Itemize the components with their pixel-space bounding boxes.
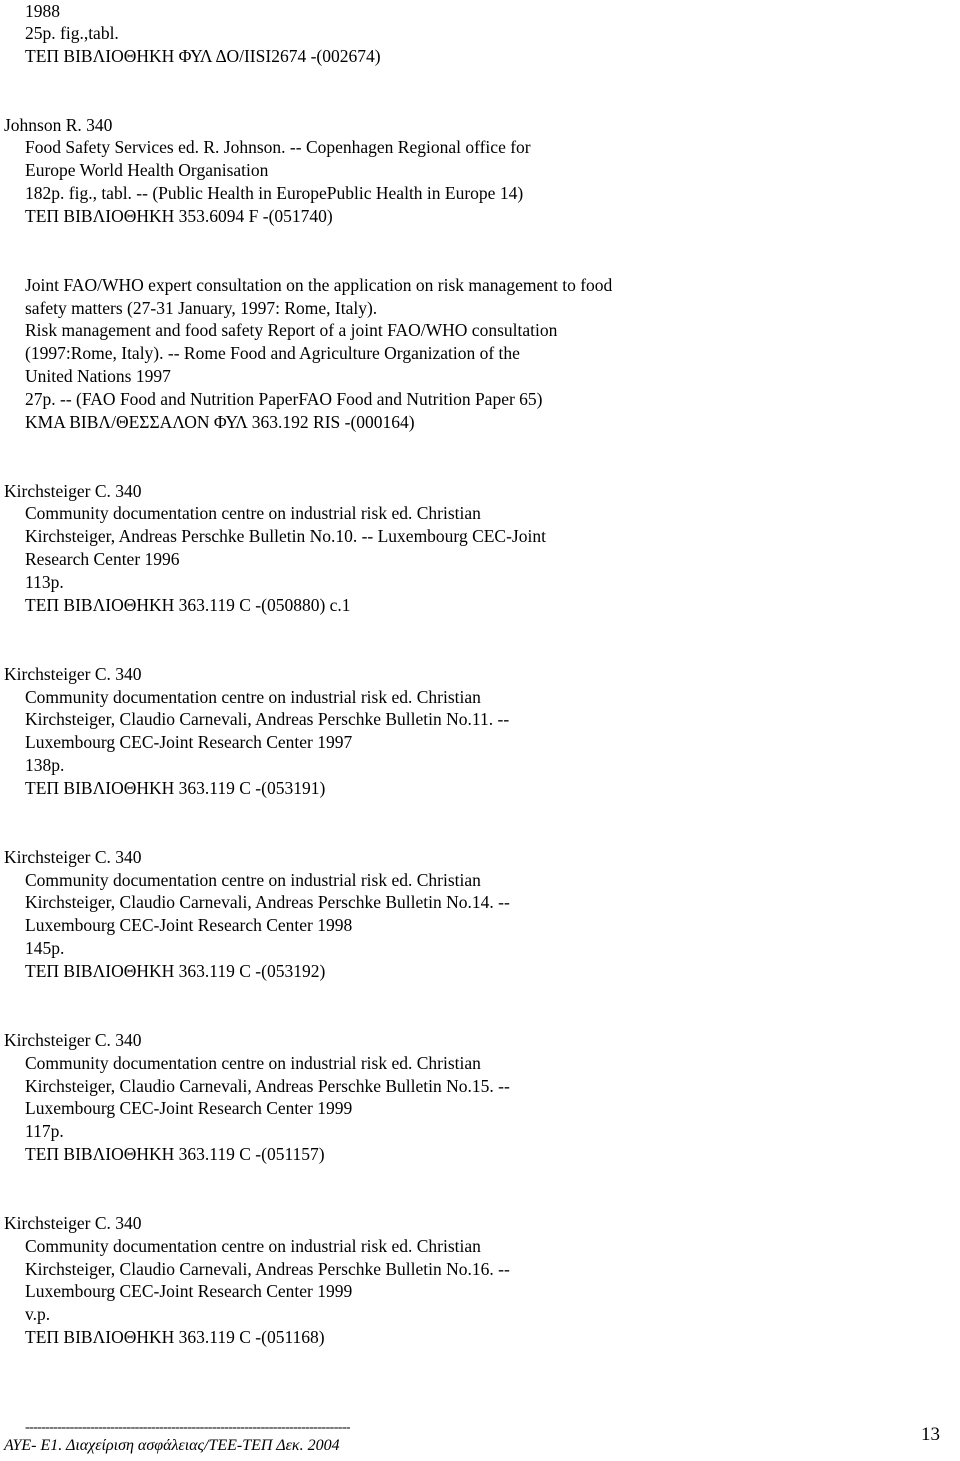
entry-0-line-1: 25p. fig.,tabl. <box>25 23 119 43</box>
entry-6-line-3: Luxembourg CEC-Joint Research Center 1999 <box>25 1098 353 1118</box>
entry-4-line-3: Luxembourg CEC-Joint Research Center 1997 <box>25 732 353 752</box>
entry-3-line-1: Community documentation centre on industrial risk ed. Christian <box>25 503 481 523</box>
entry-6-line-5: ΤΕΠ ΒΙΒΛΙΟΘΗΚΗ 363.119 C -(051157) <box>25 1144 325 1164</box>
entry-1-line-3: 182p. fig., tabl. -- (Public Health in EuropePublic Health in Europe 14) <box>25 183 524 203</box>
entry-4-line-0: Kirchsteiger C. 340 <box>4 664 142 684</box>
entry-2-line-3: (1997:Rome, Italy). -- Rome Food and Agriculture Organization of the <box>25 343 520 363</box>
entry-7-line-4: v.p. <box>25 1304 51 1324</box>
entry-1-line-1: Food Safety Services ed. R. Johnson. -- Copenhagen Regional office for <box>25 137 531 157</box>
entry-2-line-0: Joint FAO/WHO expert consultation on the application on risk management to food <box>25 275 613 295</box>
entry-6-line-2: Kirchsteiger, Claudio Carnevali, Andreas Perschke Bulletin No.15. -- <box>25 1076 510 1096</box>
entry-7-line-5: ΤΕΠ ΒΙΒΛΙΟΘΗΚΗ 363.119 C -(051168) <box>25 1327 325 1347</box>
entry-4-line-1: Community documentation centre on industrial risk ed. Christian <box>25 687 481 707</box>
entry-5-line-4: 145p. <box>25 938 65 958</box>
entry-6-line-1: Community documentation centre on industrial risk ed. Christian <box>25 1053 481 1073</box>
entry-5-line-1: Community documentation centre on industrial risk ed. Christian <box>25 870 481 890</box>
entry-2-line-5: 27p. -- (FAO Food and Nutrition PaperFAO Food and Nutrition Paper 65) <box>25 389 543 409</box>
entry-5-line-0: Kirchsteiger C. 340 <box>4 847 142 867</box>
entry-7-line-2: Kirchsteiger, Claudio Carnevali, Andreas Perschke Bulletin No.16. -- <box>25 1259 510 1279</box>
entry-7-line-3: Luxembourg CEC-Joint Research Center 1999 <box>25 1281 353 1301</box>
entry-5-line-2: Kirchsteiger, Claudio Carnevali, Andreas Perschke Bulletin No.14. -- <box>25 892 510 912</box>
entry-6-line-0: Kirchsteiger C. 340 <box>4 1030 142 1050</box>
entry-6-line-4: 117p. <box>25 1121 64 1141</box>
entry-2-line-1: safety matters (27-31 January, 1997: Rome, Italy). <box>25 298 378 318</box>
entry-3-line-5: ΤΕΠ ΒΙΒΛΙΟΘΗΚΗ 363.119 C -(050880) c.1 <box>25 595 351 615</box>
footer-text: ΑΥΕ- Ε1. Διαχείριση ασφάλειας/ΤΕΕ-ΤΕΠ Δεκ. 2004 <box>4 1437 340 1454</box>
entry-5-line-3: Luxembourg CEC-Joint Research Center 1998 <box>25 915 353 935</box>
entry-4-line-4: 138p. <box>25 755 65 775</box>
entry-1-line-2: Europe World Health Organisation <box>25 160 269 180</box>
entry-3-line-2: Kirchsteiger, Andreas Perschke Bulletin No.10. -- Luxembourg CEC-Joint <box>25 526 546 546</box>
entry-0-line-2: ΤΕΠ ΒΙΒΛΙΟΘΗΚΗ ΦΥΛ ΔΟ/ΙΙSI2674 -(002674) <box>25 46 381 66</box>
entry-5-line-5: ΤΕΠ ΒΙΒΛΙΟΘΗΚΗ 363.119 C -(053192) <box>25 961 326 981</box>
entry-0-line-0: 1988 <box>25 1 60 21</box>
entry-7-line-0: Kirchsteiger C. 340 <box>4 1213 142 1233</box>
entry-4-line-5: ΤΕΠ ΒΙΒΛΙΟΘΗΚΗ 363.119 C -(053191) <box>25 778 326 798</box>
entry-1-line-0: Johnson R. 340 <box>4 115 113 135</box>
footer-rule: -------------------------------------------------------------------------------- <box>25 1420 350 1435</box>
page-number: 13 <box>921 1424 940 1445</box>
entry-2-line-6: ΚΜΑ ΒΙΒΛ/ΘΕΣΣΑΛΟΝ ΦΥΛ 363.192 RIS -(000164) <box>25 412 415 432</box>
entry-4-line-2: Kirchsteiger, Claudio Carnevali, Andreas Perschke Bulletin No.11. -- <box>25 709 510 729</box>
entry-7-line-1: Community documentation centre on industrial risk ed. Christian <box>25 1236 481 1256</box>
entry-2-line-4: United Nations 1997 <box>25 366 171 386</box>
entry-3-line-3: Research Center 1996 <box>25 549 180 569</box>
entry-3-line-4: 113p. <box>25 572 64 592</box>
entry-1-line-4: ΤΕΠ ΒΙΒΛΙΟΘΗΚΗ 353.6094 F -(051740) <box>25 206 333 226</box>
entry-2-line-2: Risk management and food safety Report of a joint FAO/WHO consultation <box>25 320 558 340</box>
entry-3-line-0: Kirchsteiger C. 340 <box>4 481 142 501</box>
